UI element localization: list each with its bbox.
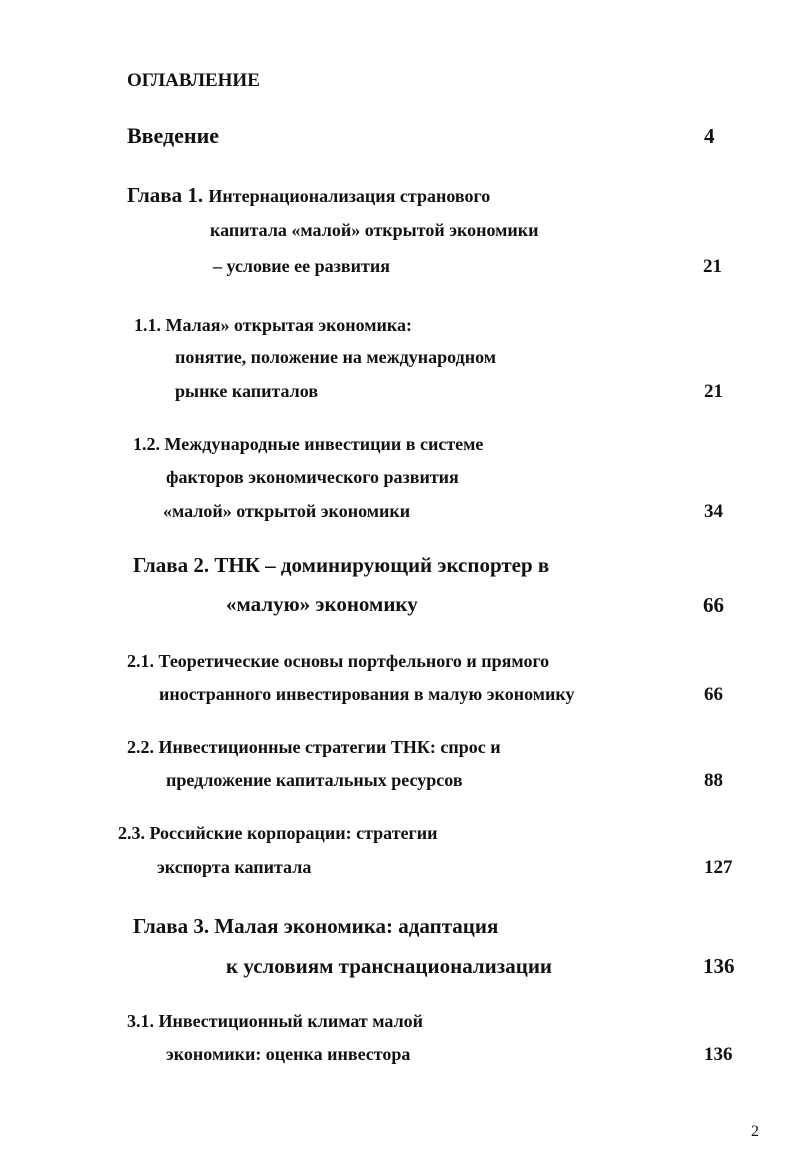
- toc-entry-intro-title: Введение: [127, 123, 220, 148]
- toc-entry-ch2-line2: «малую» экономику: [226, 592, 418, 616]
- toc-entry-intro-page: 4: [704, 124, 715, 148]
- toc-entry-ch1-page: 21: [703, 256, 722, 277]
- toc-entry-ch1-line2: капитала «малой» открытой экономики: [210, 220, 539, 240]
- toc-entry-1-1-line1: 1.1. Малая» открытая экономика:: [134, 315, 412, 335]
- toc-entry-ch2-line1: Глава 2. ТНК – доминирующий экспортер в: [133, 553, 550, 577]
- toc-entry-2-2-page: 88: [704, 770, 723, 791]
- toc-entry-2-3-line2: экспорта капитала: [157, 857, 312, 877]
- toc-entry-1-2-line2: факторов экономического развития: [166, 467, 459, 487]
- toc-entry-ch1-line3: – условие ее развития: [213, 256, 390, 276]
- toc-entry-2-3-line1: 2.3. Российские корпорации: стратегии: [118, 823, 438, 843]
- toc-entry-2-1-line2: иностранного инвестирования в малую экономику: [159, 684, 575, 704]
- toc-entry-ch3-line1: Глава 3. Малая экономика: адаптация: [133, 914, 499, 938]
- toc-entry-ch1-line1: [127, 183, 490, 208]
- toc-entry-1-1-page: 21: [704, 381, 723, 402]
- toc-entry-1-1-line2: понятие, положение на международном: [175, 347, 497, 367]
- toc-entry-1-2-line3: «малой» открытой экономики: [163, 501, 411, 521]
- toc-entry-2-3-page: 127: [704, 857, 733, 878]
- toc-heading: ОГЛАВЛЕНИЕ: [127, 70, 260, 91]
- toc-entry-1-2-line1: 1.2. Международные инвестиции в системе: [133, 434, 484, 454]
- toc-entry-2-1-page: 66: [704, 684, 723, 705]
- toc-entry-ch3-page: 136: [703, 954, 735, 978]
- toc-entry-2-1-line1: 2.1. Теоретические основы портфельного и прямого: [127, 651, 550, 671]
- toc-entry-1-2-page: 34: [704, 501, 723, 522]
- toc-entry-2-2-line1: 2.2. Инвестиционные стратегии ТНК: спрос и: [127, 737, 501, 757]
- toc-entry-3-1-page: 136: [704, 1044, 733, 1065]
- toc-entry-ch3-line2: к условиям транснационализации: [226, 954, 553, 978]
- toc-entry-3-1-line2: экономики: оценка инвестора: [166, 1044, 411, 1064]
- toc-entry-ch1-title: Интернационализация странового: [208, 186, 491, 206]
- toc-entry-1-1-line3: рынке капиталов: [175, 381, 319, 401]
- toc-entry-3-1-line1: 3.1. Инвестиционный климат малой: [127, 1011, 424, 1031]
- toc-entry-ch1-label: Глава 1.: [127, 183, 204, 207]
- page-number: 2: [751, 1123, 759, 1140]
- toc-entry-2-2-line2: предложение капитальных ресурсов: [166, 770, 463, 790]
- toc-entry-ch2-page: 66: [703, 593, 724, 617]
